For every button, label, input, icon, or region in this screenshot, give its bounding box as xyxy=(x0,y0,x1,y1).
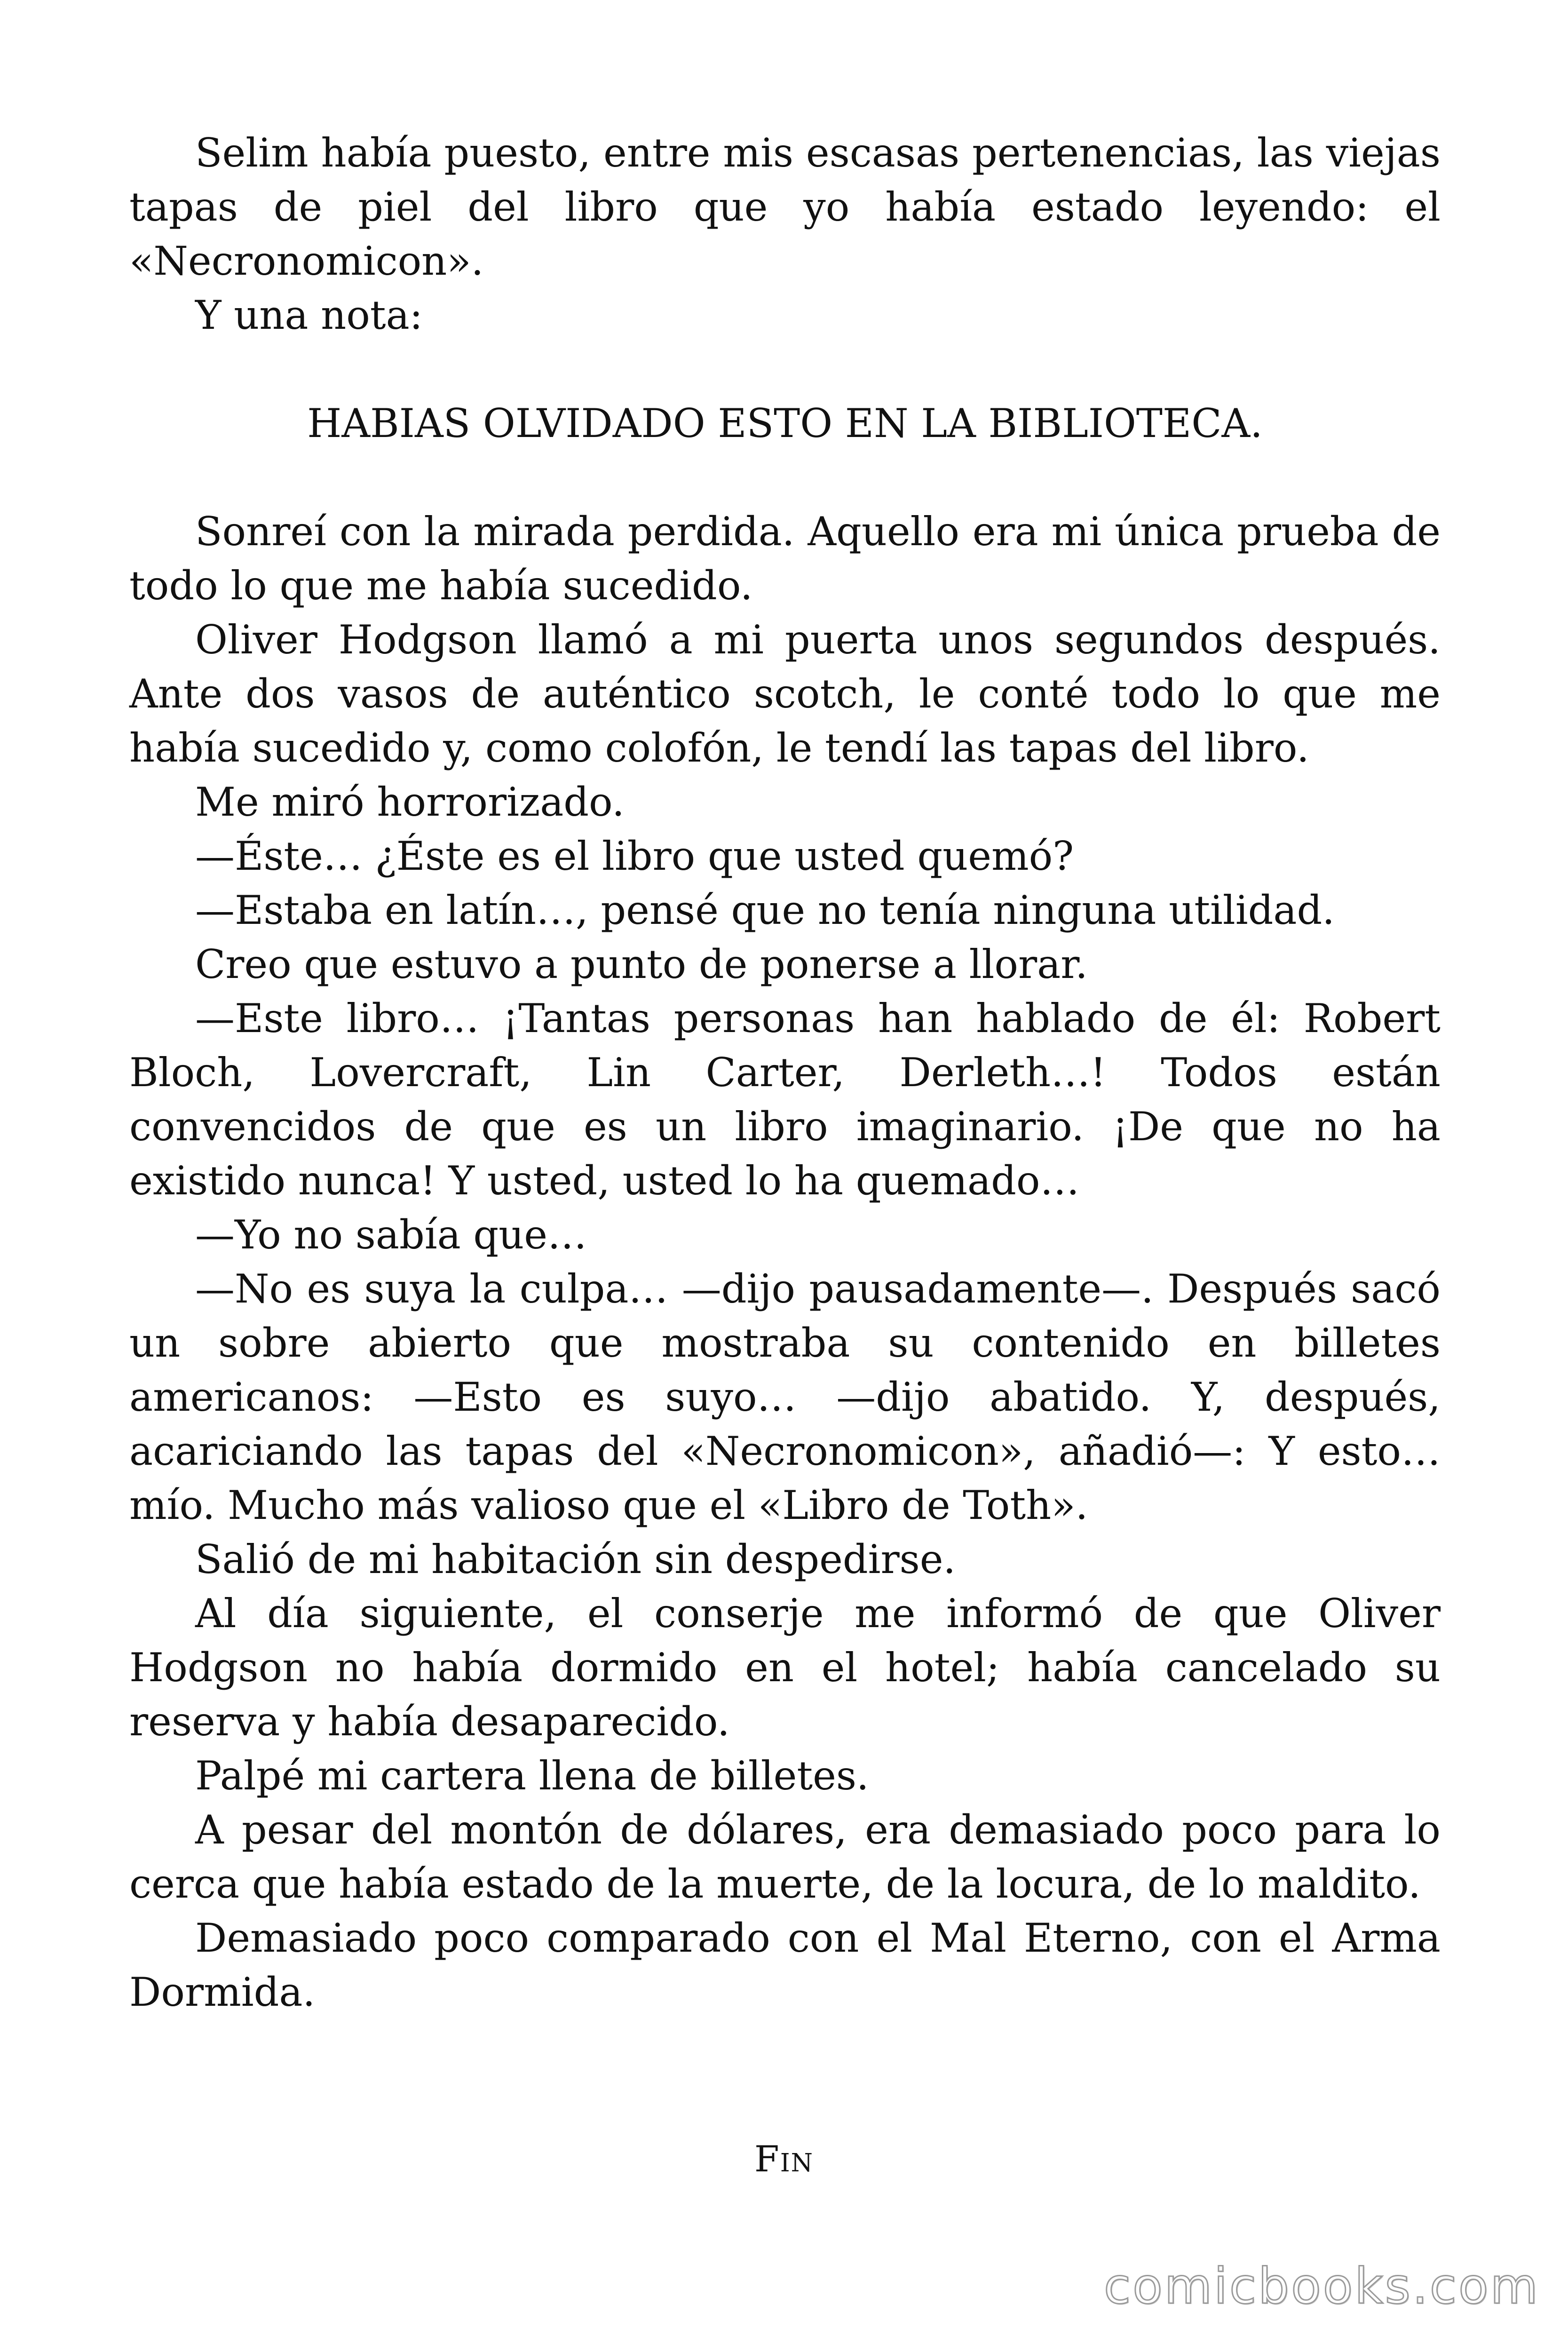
paragraph: Palpé mi cartera llena de billetes. xyxy=(195,1753,869,1799)
paragraph: Salió de mi habitación sin despedirse. xyxy=(195,1536,956,1582)
note-text: HABIAS OLVIDADO ESTO EN LA BIBLIOTECA. xyxy=(307,400,1263,446)
paragraph: Al día siguiente, el conserje me informó de que Oliver Hodgson no había dormido en el hotel; había cancelado su reserva y había desaparecido. xyxy=(129,1590,1441,1745)
paragraph: Y una nota: xyxy=(195,292,423,338)
paragraph: —Éste… ¿Éste es el libro que usted quemó? xyxy=(195,833,1074,879)
paragraph: Selim había puesto, entre mis escasas pertenencias, las viejas tapas de piel del libro que yo había estado leyendo: el «Necronomicon». xyxy=(129,130,1441,284)
paragraph: Demasiado poco comparado con el Mal Eterno, con el Arma Dormida. xyxy=(129,1915,1441,2015)
paragraph: Creo que estuvo a punto de ponerse a llorar. xyxy=(195,941,1088,987)
paragraph: —Yo no sabía que… xyxy=(195,1212,587,1258)
paragraph: Oliver Hodgson llamó a mi puerta unos segundos después. Ante dos vasos de auténtico scotch, le conté todo lo que me había sucedido y, como colofón, le tendí las tapas del libro. xyxy=(129,617,1441,771)
paragraph: —Estaba en latín…, pensé que no tenía ninguna utilidad. xyxy=(195,887,1335,933)
ending-label: Fin xyxy=(754,2138,814,2180)
paragraph: —No es suya la culpa… —dijo pausadamente—. Después sacó un sobre abierto que mostraba su contenido en billetes americanos: —Esto es suyo… —dijo abatido. Y, después, acariciando las tapas del «Necronomicon», añadió—: Y esto… mío. Mucho más valioso que el «Libro de Toth». xyxy=(129,1266,1441,1528)
paragraph: —Este libro… ¡Tantas personas han hablado de él: Robert Bloch, Lovercraft, Lin Carter, Derleth…! Todos están convencidos de que es un libro imaginario. ¡De que no ha existido nunca! Y usted, usted lo ha quemado… xyxy=(129,995,1441,1204)
watermark: comicbooks.com xyxy=(1103,2257,1540,2315)
paragraph: Sonreí con la mirada perdida. Aquello era mi única prueba de todo lo que me había sucedido. xyxy=(129,509,1441,609)
page-text xyxy=(129,126,1441,2019)
paragraph: A pesar del montón de dólares, era demasiado poco para lo cerca que había estado de la muerte, de la locura, de lo maldito. xyxy=(129,1807,1441,1907)
paragraph: Me miró horrorizado. xyxy=(195,779,625,825)
